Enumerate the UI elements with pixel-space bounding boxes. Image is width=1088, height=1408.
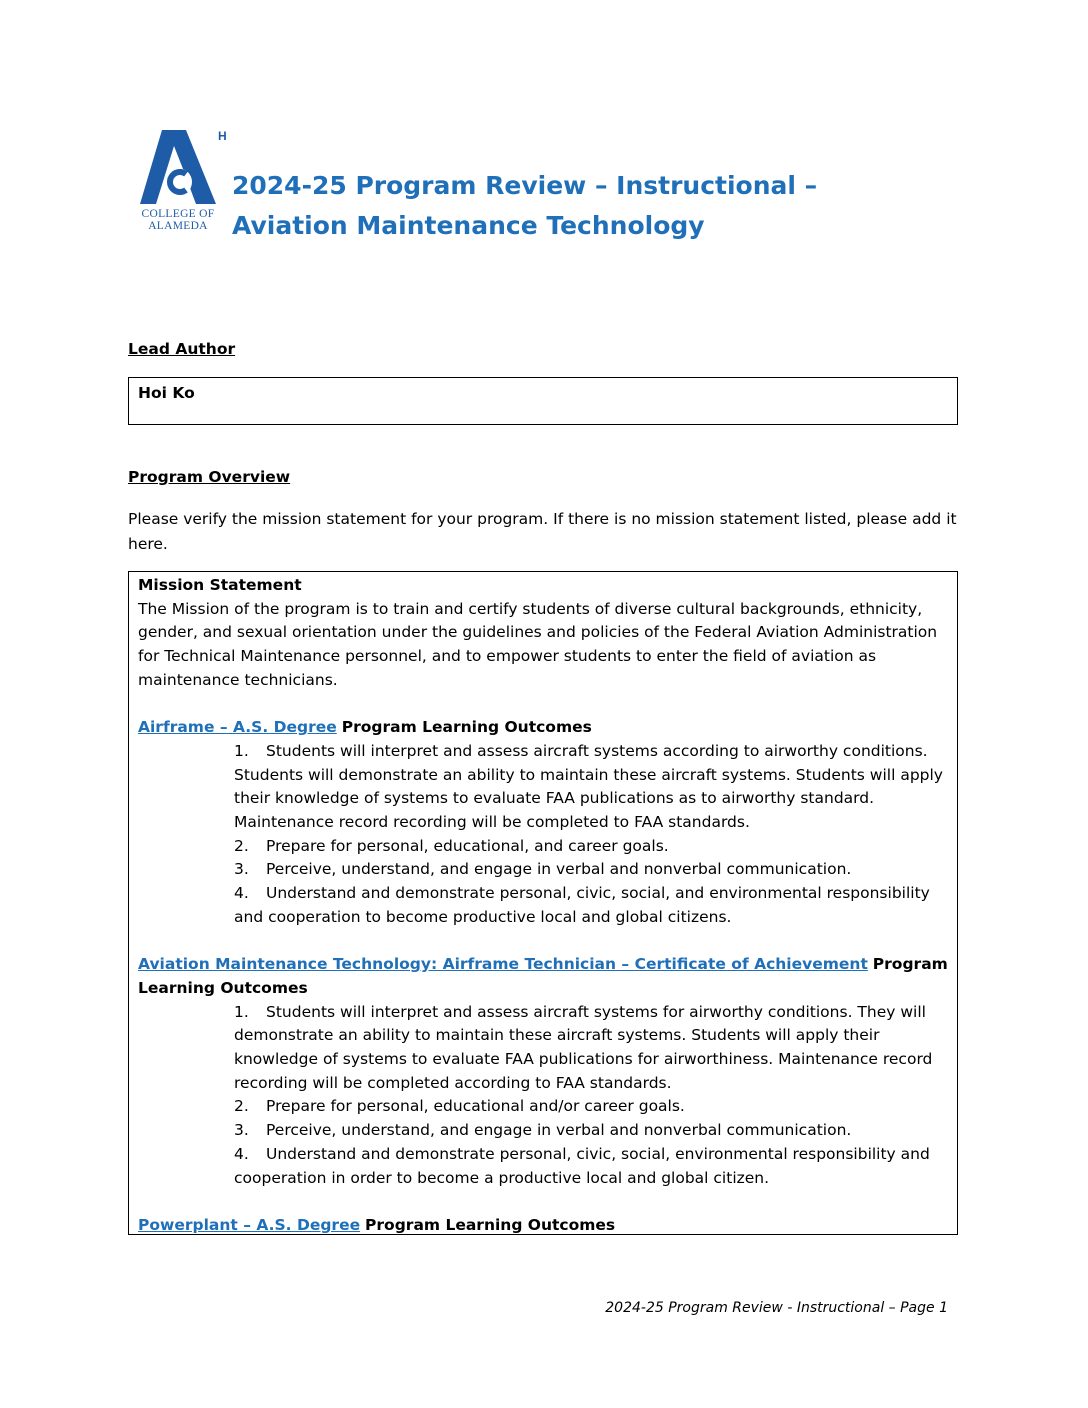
program-heading xyxy=(138,716,948,740)
item-number: 1. xyxy=(234,1002,249,1021)
college-logo xyxy=(136,128,236,238)
item-number: 3. xyxy=(234,860,249,879)
list-item xyxy=(234,1001,948,1096)
list-item xyxy=(234,835,948,859)
logo-line2: ALAMEDA xyxy=(148,220,208,232)
list-item xyxy=(234,1095,948,1119)
item-text: Understand and demonstrate personal, civic, social, and environmental responsibility and cooperation to become productive local and global citizens. xyxy=(234,884,930,926)
lead-author-heading: Lead Author xyxy=(128,340,236,358)
item-text: Understand and demonstrate personal, civic, social, environmental responsibility and cooperation in order to become a productive local and global citizen. xyxy=(234,1144,930,1187)
list-item xyxy=(234,882,948,929)
college-logo-mark-icon xyxy=(136,128,218,208)
list-item xyxy=(234,1119,948,1143)
program-overview-heading: Program Overview xyxy=(128,468,291,486)
item-number: 2. xyxy=(234,836,249,855)
program-heading-suffix: Program Learning Outcomes xyxy=(138,955,948,997)
mission-statement-box xyxy=(128,571,958,1235)
item-text: Prepare for personal, educational and/or career goals. xyxy=(266,1097,685,1116)
outcomes-list xyxy=(234,1001,948,1191)
mission-heading: Mission Statement xyxy=(138,576,302,594)
item-number: 2. xyxy=(234,1097,249,1116)
list-item xyxy=(234,858,948,882)
item-number: 3. xyxy=(234,1121,249,1140)
logo-wordmark xyxy=(138,208,218,232)
program-heading-suffix: Program Learning Outcomes xyxy=(365,1215,616,1234)
mission-text: The Mission of the program is to train and certify students of diverse cultural backgrounds, ethnicity, gender, and sexual orientation under the guidelines and policies of the Federal Aviation Administration for Technical Maintenance personnel, and to empower students to enter the field of aviation as maintenance technicians. xyxy=(138,599,938,689)
list-item xyxy=(234,740,948,835)
program-link-airframe-certificate[interactable]: Aviation Maintenance Technology: Airframe Technician – Certificate of Achievement xyxy=(138,955,868,974)
program-link-powerplant-as[interactable]: Powerplant – A.S. Degree xyxy=(138,1215,361,1234)
program-heading-suffix: Program Learning Outcomes xyxy=(341,718,592,737)
title-line1: 2024-25 Program Review – Instructional – xyxy=(232,171,818,200)
program-heading xyxy=(138,1214,948,1238)
item-number: 4. xyxy=(234,884,249,903)
program-heading xyxy=(138,953,948,1000)
page-title xyxy=(232,166,852,246)
item-text: Students will interpret and assess aircraft systems according to airworthy conditions. Students will demonstrate an ability to maintain these aircraft systems. Students will apply their knowledge of systems to evaluate FAA publications as to airworthy standard. Maintenance record recording will be completed to FAA standards. xyxy=(234,741,943,832)
logo-small-mark: H xyxy=(218,129,227,143)
item-number: 1. xyxy=(234,741,249,760)
item-text: Students will interpret and assess aircraft systems for airworthy conditions. They will demonstrate an ability to maintain these aircraft systems. Students will apply their knowledge of systems to evaluate FAA publications for airworthiness. Maintenance record recording will be completed according to FAA standards. xyxy=(234,1002,933,1092)
item-text: Perceive, understand, and engage in verbal and nonverbal communication. xyxy=(266,860,852,879)
list-item xyxy=(234,1143,948,1190)
program-link-airframe-as[interactable]: Airframe – A.S. Degree xyxy=(138,718,337,737)
lead-author-box xyxy=(128,377,958,425)
lead-author-name: Hoi Ko xyxy=(138,384,195,402)
page-footer: 2024-25 Program Review - Instructional – Page 1 xyxy=(605,1300,948,1316)
logo-line1: COLLEGE OF xyxy=(141,208,215,220)
item-number: 4. xyxy=(234,1144,249,1163)
outcomes-list xyxy=(234,740,948,930)
overview-intro: Please verify the mission statement for your program. If there is no mission statement listed, please add it here. xyxy=(128,510,957,553)
item-text: Prepare for personal, educational, and career goals. xyxy=(266,836,669,855)
item-text: Perceive, understand, and engage in verbal and nonverbal communication. xyxy=(266,1121,852,1140)
title-line2: Aviation Maintenance Technology xyxy=(232,211,705,240)
